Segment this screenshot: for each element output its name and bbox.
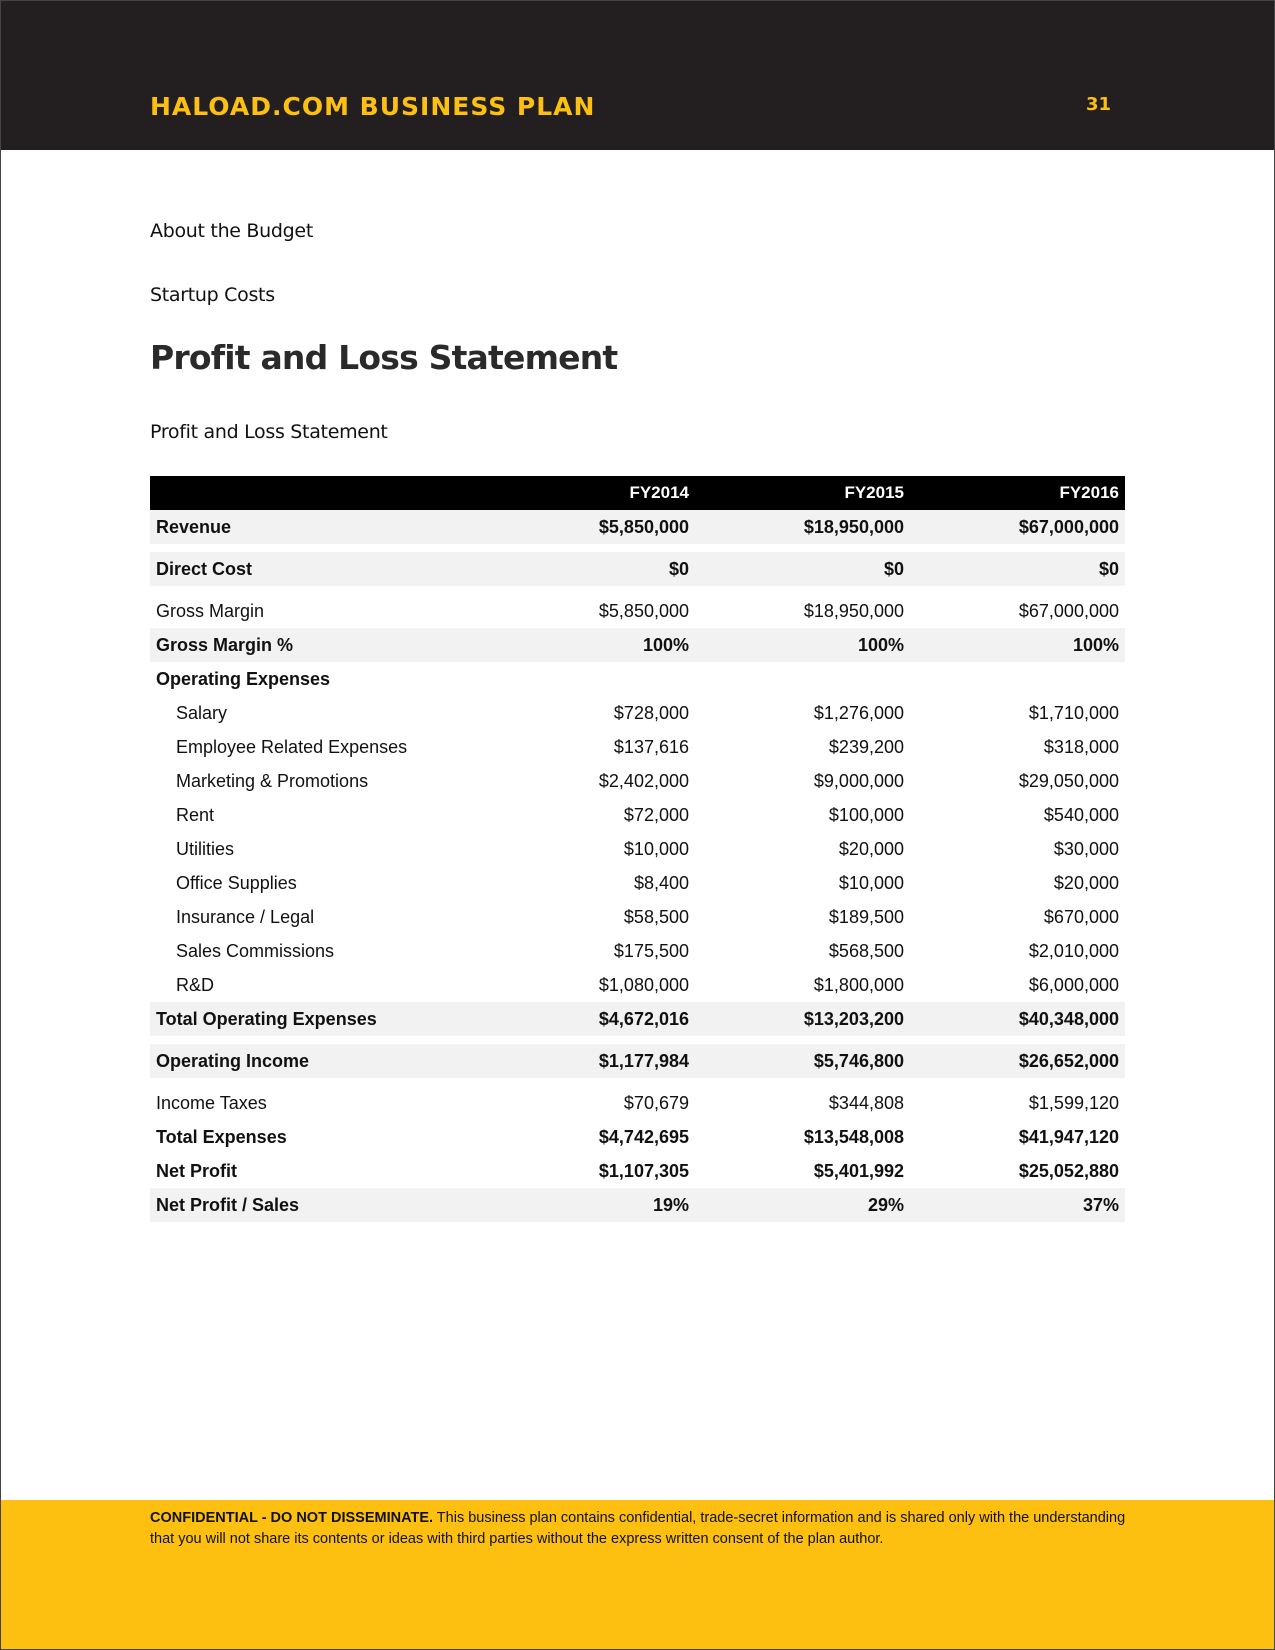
- cell-value: 100%: [480, 628, 695, 662]
- cell-value: $100,000: [828, 804, 904, 825]
- cell-value: $67,000,000: [910, 510, 1125, 544]
- row-label: Revenue: [150, 510, 480, 544]
- cell-value: $540,000: [1043, 804, 1119, 825]
- cell-value: $1,800,000: [813, 974, 904, 995]
- table-row: [150, 900, 1125, 934]
- column-header-fy2015: FY2015: [695, 476, 910, 510]
- row-label: Employee Related Expenses: [176, 736, 408, 757]
- cell-value: $1,710,000: [1028, 702, 1119, 723]
- row-label: R&D: [176, 974, 215, 995]
- table-row: [150, 1154, 1125, 1188]
- row-label: Net Profit / Sales: [150, 1188, 480, 1222]
- table-row: [150, 730, 1125, 764]
- cell-value: $8,400: [633, 872, 689, 893]
- cell-value: $29,050,000: [1018, 770, 1119, 791]
- row-label: Office Supplies: [176, 872, 297, 893]
- cell-value: $5,401,992: [813, 1160, 904, 1181]
- table-row: [150, 510, 1125, 544]
- cell-value: 37%: [910, 1188, 1125, 1222]
- row-label: Total Operating Expenses: [150, 1002, 480, 1036]
- cell-value: $1,177,984: [480, 1044, 695, 1078]
- row-spacer: [150, 586, 1125, 594]
- cell-value: $0: [695, 552, 910, 586]
- row-label: Salary: [176, 702, 228, 723]
- row-spacer-cell: [150, 1078, 1125, 1086]
- page-title: Profit and Loss Statement: [150, 338, 618, 377]
- cell-value: $25,052,880: [1018, 1160, 1119, 1181]
- table-row: [150, 1044, 1125, 1078]
- table-row: [150, 968, 1125, 1002]
- cell-value: $20,000: [838, 838, 904, 859]
- cell-value: $26,652,000: [910, 1044, 1125, 1078]
- table-row: [150, 832, 1125, 866]
- table-row: [150, 662, 1125, 696]
- cell-value: $0: [910, 552, 1125, 586]
- cell-value: $728,000: [613, 702, 689, 723]
- cell-value: $58,500: [623, 906, 689, 927]
- cell-value: $568,500: [828, 940, 904, 961]
- cell-value: $1,599,120: [1028, 1092, 1119, 1113]
- table-row: [150, 696, 1125, 730]
- cell-value: 100%: [695, 628, 910, 662]
- cell-value: $72,000: [623, 804, 689, 825]
- cell-value: $5,850,000: [598, 600, 689, 621]
- row-label: Gross Margin %: [150, 628, 480, 662]
- row-label: Rent: [176, 804, 215, 825]
- row-label: Marketing & Promotions: [176, 770, 369, 791]
- row-spacer: [150, 1036, 1125, 1044]
- cell-value: $344,808: [828, 1092, 904, 1113]
- cell-value: 19%: [480, 1188, 695, 1222]
- row-label: Insurance / Legal: [176, 906, 315, 927]
- section-startup-costs: Startup Costs: [150, 284, 275, 306]
- cell-value: $40,348,000: [910, 1002, 1125, 1036]
- table-row: [150, 1086, 1125, 1120]
- section-about-budget: About the Budget: [150, 220, 313, 242]
- cell-value: $1,276,000: [813, 702, 904, 723]
- cell-value: $5,746,800: [695, 1044, 910, 1078]
- row-label: Income Taxes: [156, 1092, 267, 1113]
- table-body: [150, 510, 1125, 1222]
- cell-value: $189,500: [828, 906, 904, 927]
- cell-value: $18,950,000: [695, 510, 910, 544]
- cell-value: $0: [480, 552, 695, 586]
- row-spacer-cell: [150, 544, 1125, 552]
- cell-value: [910, 662, 1125, 696]
- cell-value: $67,000,000: [1018, 600, 1119, 621]
- cell-value: $2,010,000: [1028, 940, 1119, 961]
- row-label: Operating Income: [150, 1044, 480, 1078]
- table-row: [150, 1002, 1125, 1036]
- row-label: Direct Cost: [150, 552, 480, 586]
- table-row: [150, 798, 1125, 832]
- cell-value: $6,000,000: [1028, 974, 1119, 995]
- row-label: Net Profit: [156, 1160, 237, 1181]
- table-caption: Profit and Loss Statement: [150, 421, 388, 443]
- row-spacer: [150, 1078, 1125, 1086]
- cell-value: $670,000: [1043, 906, 1119, 927]
- cell-value: $4,742,695: [598, 1126, 689, 1147]
- cell-value: $137,616: [613, 736, 689, 757]
- table-row: [150, 594, 1125, 628]
- column-header-fy2016: FY2016: [910, 476, 1125, 510]
- row-label: Gross Margin: [156, 600, 265, 621]
- table-header-row: [150, 476, 1125, 510]
- cell-value: $5,850,000: [480, 510, 695, 544]
- page-number: 31: [1086, 94, 1112, 115]
- table-row: [150, 628, 1125, 662]
- document-title: HALOAD.COM BUSINESS PLAN: [150, 92, 596, 121]
- table-row: [150, 552, 1125, 586]
- cell-value: $13,548,008: [803, 1126, 904, 1147]
- row-spacer: [150, 544, 1125, 552]
- row-spacer-cell: [150, 586, 1125, 594]
- row-label: Utilities: [176, 838, 235, 859]
- cell-value: $175,500: [613, 940, 689, 961]
- table-row: [150, 764, 1125, 798]
- cell-value: $10,000: [623, 838, 689, 859]
- profit-loss-table: [150, 476, 1125, 1222]
- column-header-fy2014: FY2014: [480, 476, 695, 510]
- confidential-label: CONFIDENTIAL - DO NOT DISSEMINATE.: [150, 1510, 434, 1526]
- table-row: [150, 1188, 1125, 1222]
- cell-value: $20,000: [1053, 872, 1119, 893]
- table-row: [150, 866, 1125, 900]
- cell-value: 29%: [695, 1188, 910, 1222]
- page-header: [0, 0, 1275, 150]
- table-row: [150, 934, 1125, 968]
- row-spacer-cell: [150, 1036, 1125, 1044]
- column-header-label: [150, 476, 480, 510]
- confidential-body: This business plan contains confidential, trade-secret information and is shared only with the understanding that you will not share its contents or ideas with third parties without the express written consent of the plan author.: [150, 1510, 1126, 1547]
- cell-value: [695, 662, 910, 696]
- row-label: Sales Commissions: [176, 940, 335, 961]
- cell-value: $239,200: [828, 736, 904, 757]
- table-row: [150, 1120, 1125, 1154]
- cell-value: $10,000: [838, 872, 904, 893]
- cell-value: 100%: [910, 628, 1125, 662]
- confidentiality-notice: [150, 1508, 1130, 1550]
- cell-value: $30,000: [1053, 838, 1119, 859]
- cell-value: [480, 662, 695, 696]
- cell-value: $13,203,200: [695, 1002, 910, 1036]
- cell-value: $318,000: [1043, 736, 1119, 757]
- cell-value: $18,950,000: [803, 600, 904, 621]
- cell-value: $1,107,305: [598, 1160, 689, 1181]
- cell-value: $41,947,120: [1018, 1126, 1119, 1147]
- cell-value: $2,402,000: [598, 770, 689, 791]
- cell-value: $4,672,016: [480, 1002, 695, 1036]
- cell-value: $70,679: [623, 1092, 689, 1113]
- cell-value: $9,000,000: [813, 770, 904, 791]
- row-label: Operating Expenses: [156, 668, 331, 689]
- cell-value: $1,080,000: [598, 974, 689, 995]
- row-label: Total Expenses: [156, 1126, 287, 1147]
